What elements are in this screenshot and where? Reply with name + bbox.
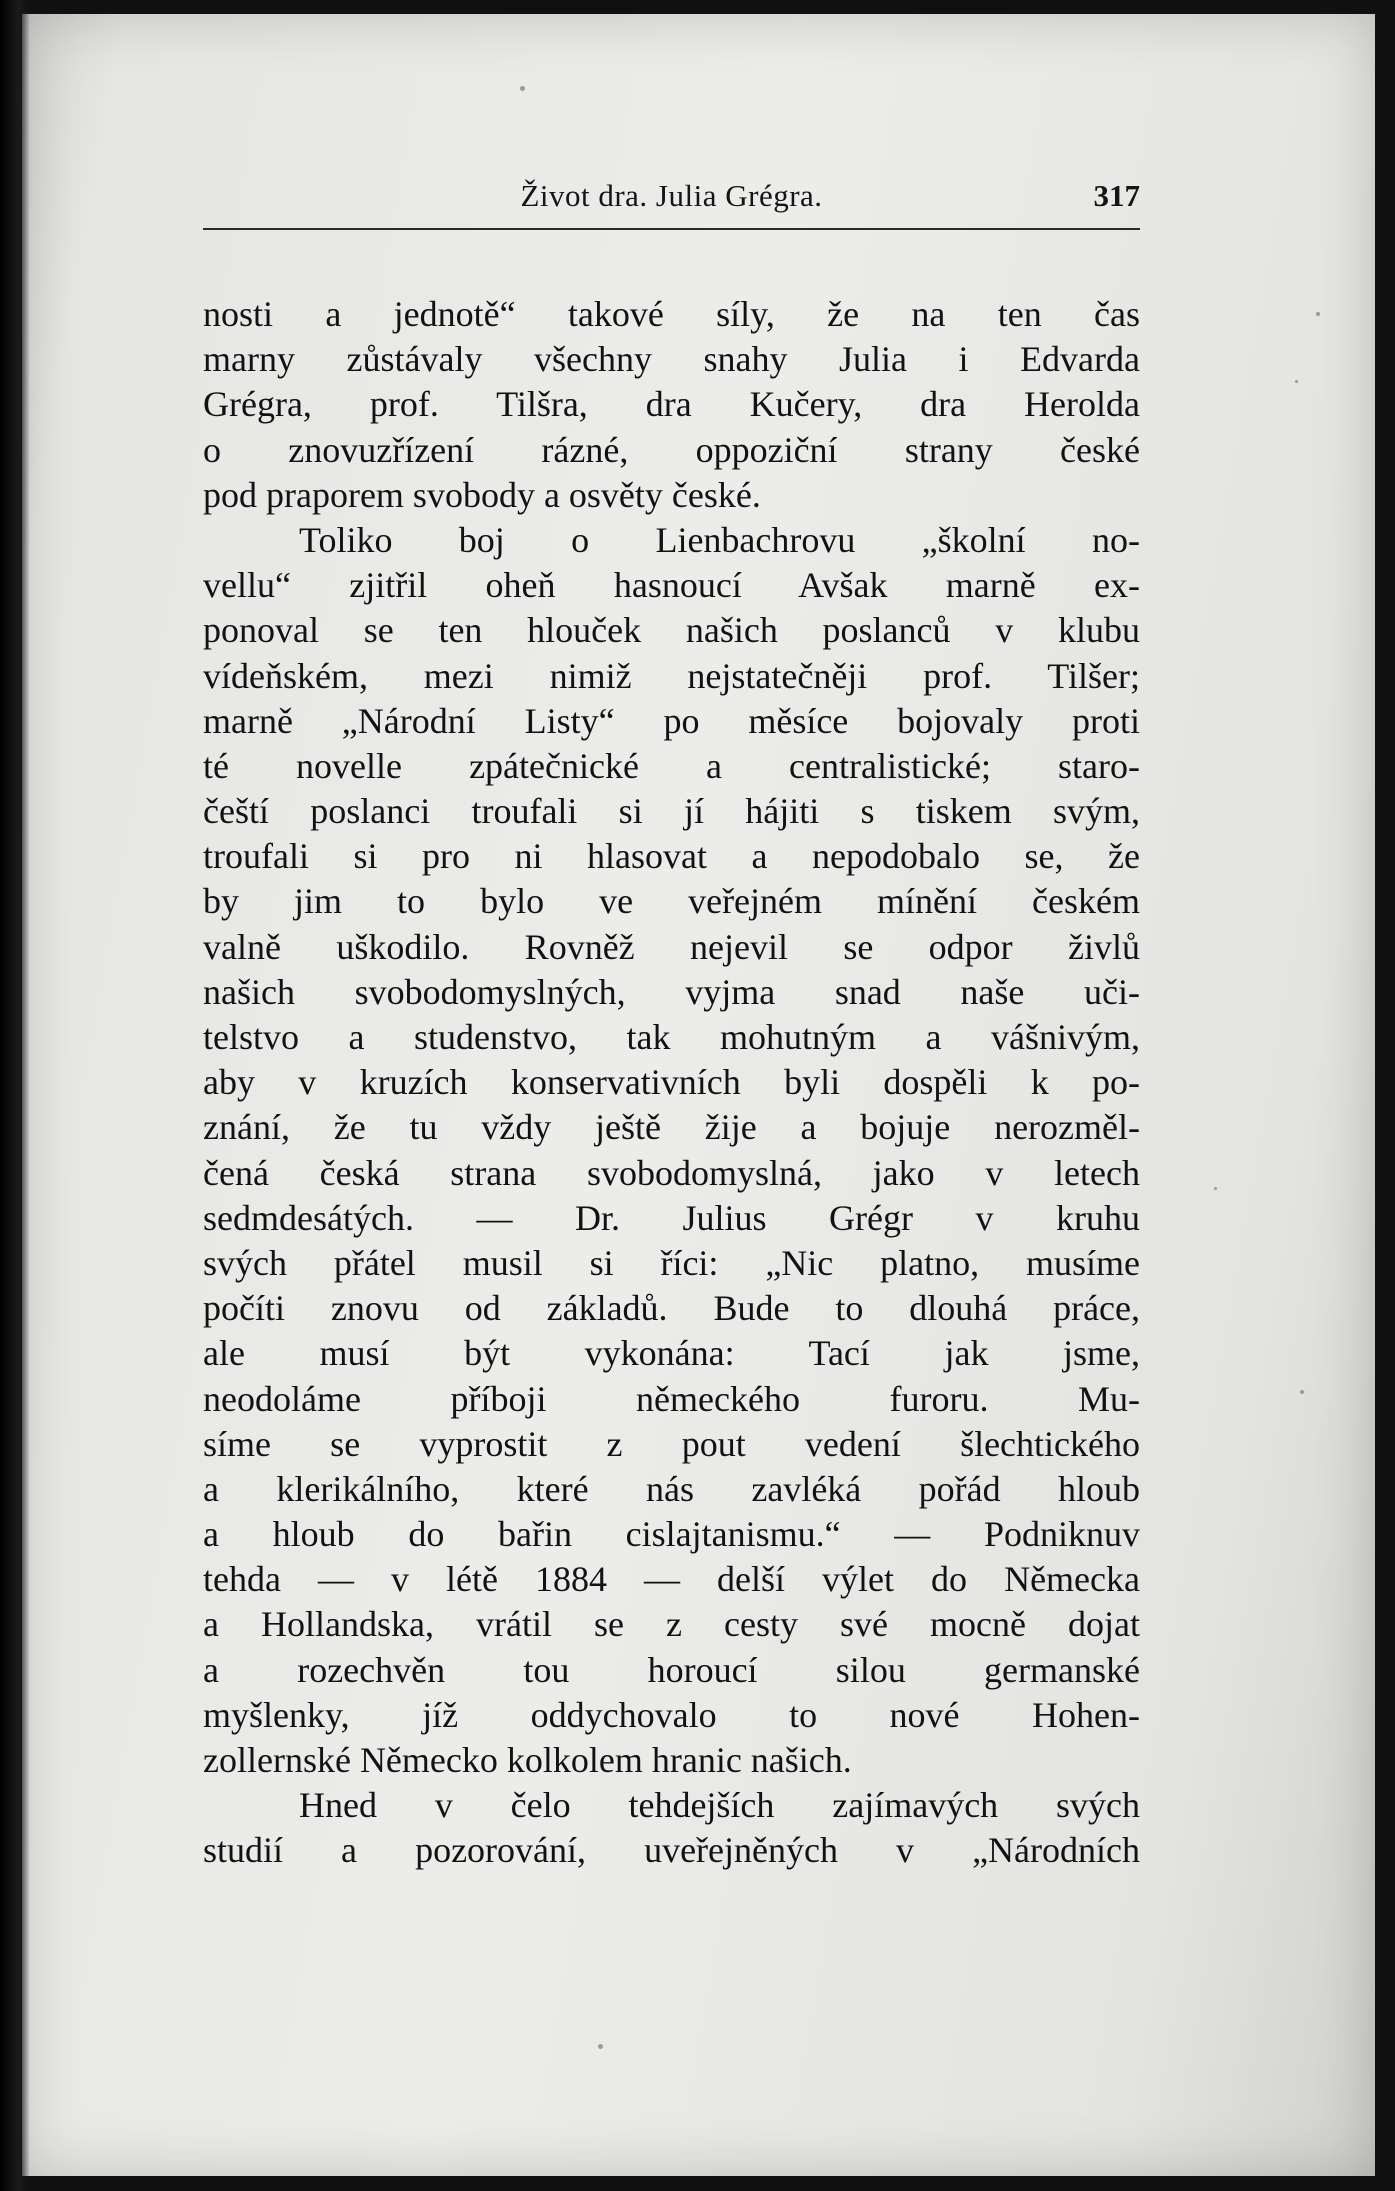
paper-speck bbox=[520, 86, 525, 91]
text-line: o znovuzřízení rázné, oppoziční strany české bbox=[203, 429, 1140, 470]
text-line: vídeňském, mezi nimiž nejstatečněji prof. Tilšer; bbox=[203, 655, 1140, 696]
text-line: tehda — v létě 1884 — delší výlet do Německa bbox=[203, 1559, 1140, 1600]
text-line: myšlenky, jíž oddychovalo to nové Hohen- bbox=[203, 1694, 1140, 1735]
header-rule bbox=[203, 228, 1140, 230]
running-title: Život dra. Julia Grégra. bbox=[520, 178, 823, 213]
text-line: troufali si pro ni hlasovat a nepodobalo se, že bbox=[203, 836, 1140, 877]
text-line: sedmdesátých. — Dr. Julius Grégr v kruhu bbox=[203, 1197, 1140, 1238]
paper-speck bbox=[1214, 1187, 1217, 1190]
text-line: vellu“ zjitřil oheň hasnoucí Avšak marně ex- bbox=[203, 565, 1140, 606]
binding-edge-shadow bbox=[0, 0, 30, 2191]
body-text bbox=[203, 292, 1140, 1874]
text-line: valně uškodilo. Rovněž nejevil se odpor živlů bbox=[203, 926, 1140, 967]
text-line: by jim to bylo ve veřejném mínění českém bbox=[203, 881, 1140, 922]
page-number: 317 bbox=[1093, 178, 1140, 213]
text-line: a rozechvěn tou horoucí silou germanské bbox=[203, 1649, 1140, 1690]
text-line: svých přátel musil si říci: „Nic platno, musíme bbox=[203, 1242, 1140, 1283]
text-line: a klerikálního, které nás zavléká pořád hloub bbox=[203, 1468, 1140, 1509]
text-line: neodoláme příboji německého furoru. Mu- bbox=[203, 1378, 1140, 1419]
text-line: našich svobodomyslných, vyjma snad naše uči- bbox=[203, 971, 1140, 1012]
text-line: počíti znovu od základů. Bude to dlouhá práce, bbox=[203, 1288, 1140, 1329]
text-line: čená česká strana svobodomyslná, jako v letech bbox=[203, 1152, 1140, 1193]
paper-speck bbox=[598, 2044, 603, 2049]
text-line: telstvo a studenstvo, tak mohutným a vášnivým, bbox=[203, 1017, 1140, 1057]
text-line: a Hollandska, vrátil se z cesty své mocně dojat bbox=[203, 1604, 1140, 1645]
text-line: a hloub do bařin cislajtanismu.“ — Podniknuv bbox=[203, 1514, 1140, 1555]
text-line: zollernské Německo kolkolem hranic našich. bbox=[203, 1740, 852, 1780]
text-line: Toliko boj o Lienbachrovu „školní no- bbox=[299, 519, 1140, 560]
text-line: ponoval se ten hlouček našich poslanců v klubu bbox=[203, 610, 1140, 651]
text-line: té novelle zpátečnické a centralistické; staro- bbox=[203, 745, 1140, 786]
text-line: znání, že tu vždy ještě žije a bojuje nerozměl- bbox=[203, 1107, 1140, 1148]
text-line: marny zůstávaly všechny snahy Julia i Edvarda bbox=[203, 339, 1140, 380]
text-line: aby v kruzích konservativních byli dospěli k po- bbox=[203, 1062, 1140, 1103]
text-line: marně „Národní Listy“ po měsíce bojovaly proti bbox=[203, 700, 1140, 741]
text-line: pod praporem svobody a osvěty české. bbox=[203, 474, 761, 515]
paper-speck bbox=[1300, 1390, 1304, 1394]
text-line: Grégra, prof. Tilšra, dra Kučery, dra Herolda bbox=[203, 384, 1140, 425]
running-head bbox=[203, 178, 1140, 228]
text-line: čeští poslanci troufali si jí hájiti s tiskem svým, bbox=[203, 791, 1140, 832]
text-line: nosti a jednotě“ takové síly, že na ten čas bbox=[203, 294, 1140, 334]
text-line: studií a pozorování, uveřejněných v „Národních bbox=[203, 1830, 1140, 1871]
text-line: síme se vyprostit z pout vedení šlechtického bbox=[203, 1423, 1140, 1464]
text-line: ale musí být vykonána: Tací jak jsme, bbox=[203, 1333, 1140, 1374]
paper-speck bbox=[1316, 312, 1320, 316]
paper-speck bbox=[1295, 380, 1298, 383]
text-line: Hned v čelo tehdejších zajímavých svých bbox=[299, 1785, 1140, 1826]
